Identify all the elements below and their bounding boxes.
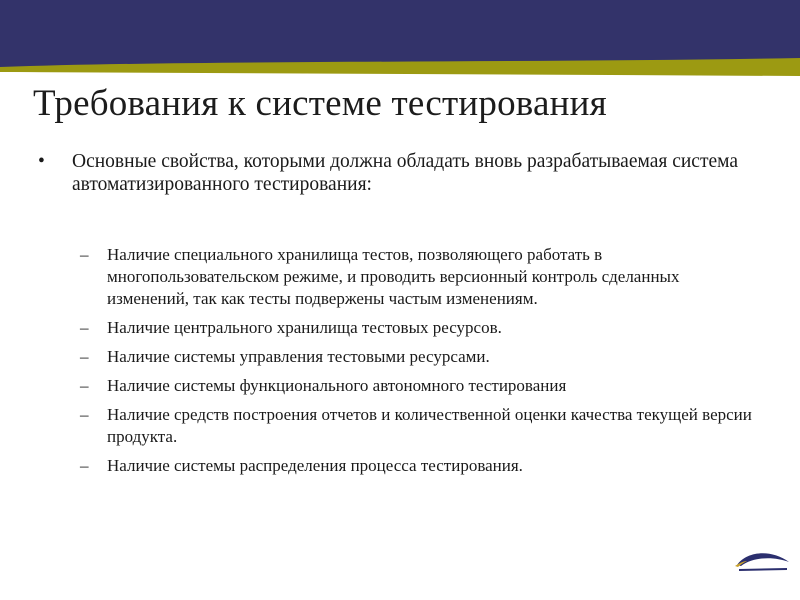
sub-bullet-item xyxy=(80,317,760,339)
sub-bullet-item xyxy=(80,404,760,448)
dash-marker: – xyxy=(80,245,89,264)
sub-bullet-item xyxy=(80,346,760,368)
main-bullet-text: Основные свойства, которыми должна обладать вновь разрабатываемая система автоматизированного тестирования: xyxy=(72,151,738,195)
sub-bullet-item xyxy=(80,375,760,397)
sub-bullet-text: Наличие системы распределения процесса тестирования. xyxy=(107,456,523,475)
dash-marker: – xyxy=(80,347,89,366)
dash-marker: – xyxy=(80,405,89,424)
header-navy-band xyxy=(0,0,800,67)
logo-swoosh xyxy=(737,553,789,566)
sub-bullet-text: Наличие средств построения отчетов и количественной оценки качества текущей версии продукта. xyxy=(107,405,752,446)
quill-swoosh-logo-icon xyxy=(733,548,791,572)
header-banner xyxy=(0,0,800,90)
sub-bullet-text: Наличие системы управления тестовыми ресурсами. xyxy=(107,347,490,366)
sub-bullet-item xyxy=(80,455,760,477)
sub-bullet-item xyxy=(80,244,760,310)
dash-marker: – xyxy=(80,456,89,475)
dash-marker: – xyxy=(80,376,89,395)
logo-underline xyxy=(739,568,787,571)
sub-bullet-text: Наличие системы функционального автономного тестирования xyxy=(107,376,567,395)
dash-marker: – xyxy=(80,318,89,337)
slide-title: Требования к системе тестирования xyxy=(33,83,607,124)
sub-bullet-text: Наличие центрального хранилища тестовых ресурсов. xyxy=(107,318,502,337)
bullet-marker: • xyxy=(38,151,45,172)
sub-bullet-text: Наличие специального хранилища тестов, позволяющего работать в многопользовательском режиме, и проводить версионный контроль сделанных изменений, так как тесты подвержены частым изменениям. xyxy=(107,245,680,308)
sub-bullet-list xyxy=(80,244,760,484)
